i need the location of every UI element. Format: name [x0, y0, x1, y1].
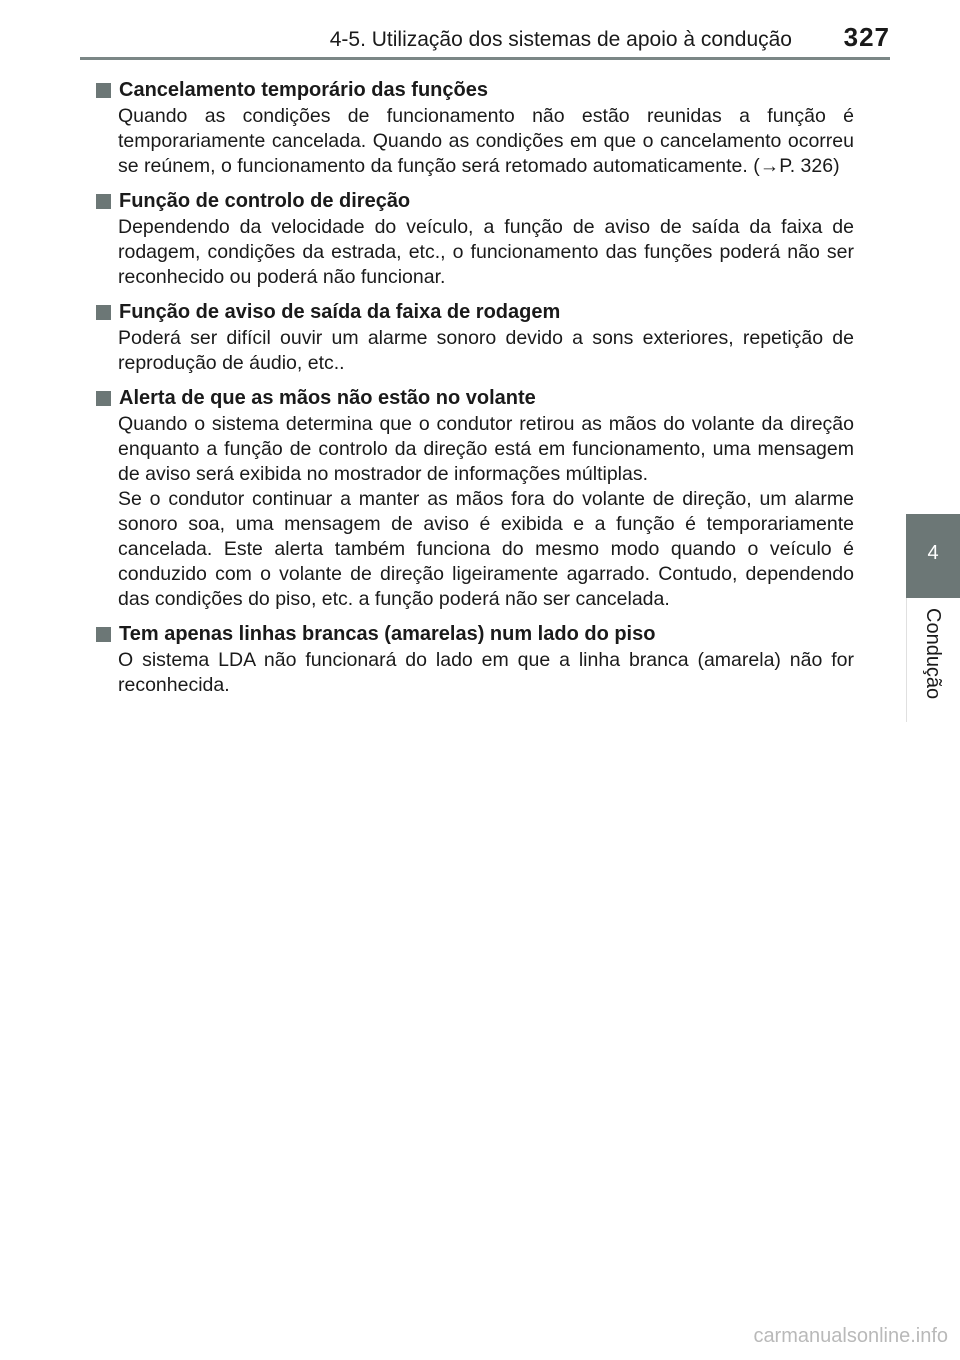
- chapter-label: Condução: [922, 608, 944, 700]
- section-title: Tem apenas linhas brancas (amarelas) num lado do piso: [119, 623, 656, 645]
- section-title: Função de controlo de direção: [119, 190, 411, 212]
- section-aviso-saida: [96, 298, 854, 376]
- section-linhas-brancas: [96, 620, 854, 698]
- chapter-label-box: [906, 598, 960, 722]
- section-paragraph: Dependendo da velocidade do veículo, a função de aviso de saída da faixa de rodagem, condições da estrada, etc., o funcionamento das funções poderá não ser reconhecido ou poderá não funcionar.: [118, 216, 854, 288]
- section-title: Função de aviso de saída da faixa de rodagem: [119, 301, 561, 323]
- section-paragraph: Se o condutor continuar a manter as mãos fora do volante de direção, um alarme sonoro soa, uma mensagem de aviso é exibida e a função é temporariamente cancelada. Este alerta também funciona do mesmo modo quando o veículo é conduzido com o volante de direção ligeiramente agarrado. Contudo, dependendo das condições do piso, etc. a função poderá não ser cancelada.: [118, 488, 854, 610]
- page-content: [96, 76, 854, 706]
- section-alerta-maos: [96, 384, 854, 612]
- section-paragraph: O sistema LDA não funcionará do lado em que a linha branca (amarela) não for reconhecida.: [118, 649, 854, 696]
- square-bullet-icon: [96, 391, 111, 406]
- section-cancelamento: [96, 76, 854, 179]
- page-number: 327: [843, 22, 890, 52]
- section-title: Cancelamento temporário das funções: [119, 79, 488, 101]
- square-bullet-icon: [96, 627, 111, 642]
- watermark: carmanualsonline.info: [753, 1325, 948, 1347]
- section-paragraph: Quando as condições de funcionamento não estão reunidas a função é temporariamente cancelada. Quando as condições em que o cancelamento ocorreu se reúnem, o funcionamento da função será retomado automaticamente. (→P. 326): [118, 105, 854, 177]
- chapter-tab: [906, 514, 960, 598]
- page-header: [0, 0, 890, 58]
- square-bullet-icon: [96, 83, 111, 98]
- chapter-number: 4: [927, 542, 939, 564]
- section-controlo-direcao: [96, 187, 854, 290]
- square-bullet-icon: [96, 305, 111, 320]
- header-rule: [80, 57, 890, 60]
- section-paragraph: Poderá ser difícil ouvir um alarme sonoro devido a sons exteriores, repetição de reprodução de áudio, etc..: [118, 327, 854, 374]
- square-bullet-icon: [96, 194, 111, 209]
- section-title: Alerta de que as mãos não estão no volante: [119, 387, 536, 409]
- section-paragraph: Quando o sistema determina que o condutor retirou as mãos do volante da direção enquanto a função de controlo da direção está em funcionamento, uma mensagem de aviso será exibida no mostrador de informações múltiplas.: [118, 413, 854, 485]
- section-heading: 4-5. Utilização dos sistemas de apoio à condução: [329, 28, 792, 51]
